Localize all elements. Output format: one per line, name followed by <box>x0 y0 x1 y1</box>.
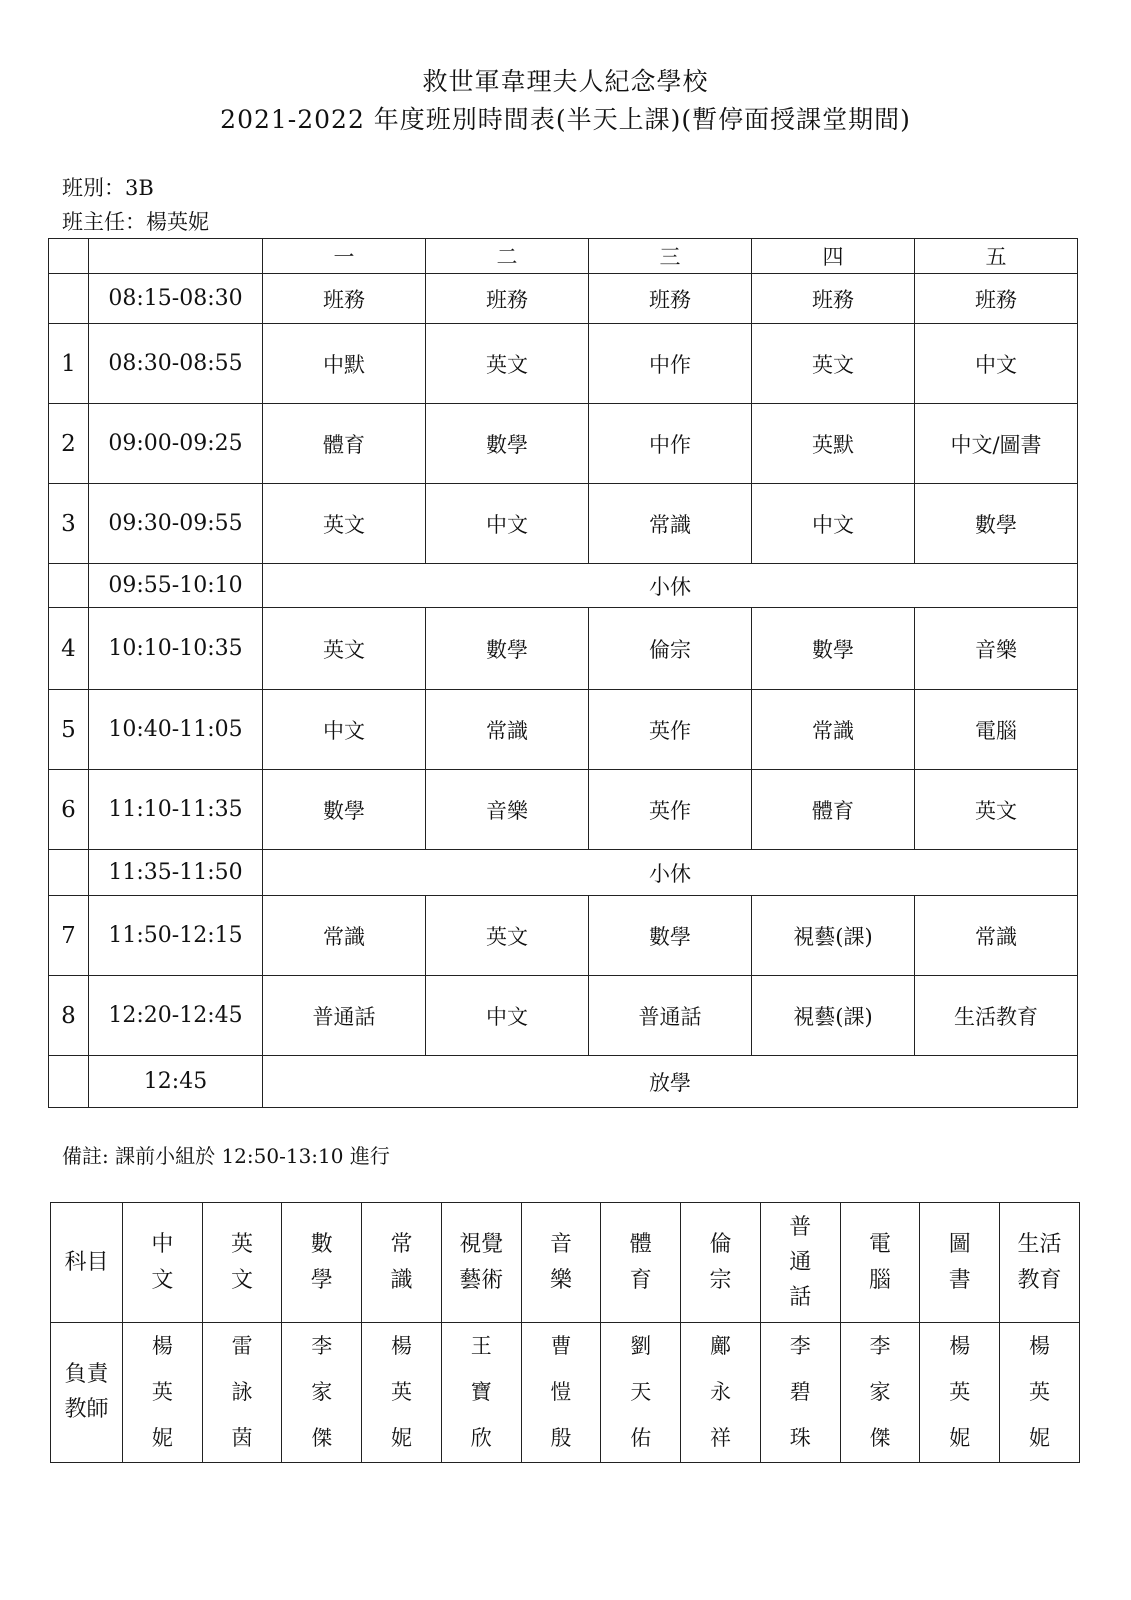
lesson-cell: 視藝(課) <box>752 976 915 1056</box>
teacher-cell: 雷詠茵 <box>202 1323 282 1463</box>
lesson-cell: 中默 <box>263 324 426 404</box>
teacher-cell: 李家傑 <box>282 1323 362 1463</box>
period-time: 11:35-11:50 <box>89 850 263 896</box>
lesson-cell: 班務 <box>752 274 915 324</box>
lesson-cell: 中文 <box>915 324 1078 404</box>
teacher-cell: 王寶欣 <box>441 1323 521 1463</box>
lesson-cell: 中文 <box>263 690 426 770</box>
period-time: 10:40-11:05 <box>89 690 263 770</box>
lesson-cell: 數學 <box>589 896 752 976</box>
timetable-header-row <box>49 239 1078 274</box>
subject-cell: 電腦 <box>840 1203 920 1323</box>
lesson-cell: 數學 <box>915 484 1078 564</box>
period-number <box>49 274 89 324</box>
break-label: 放學 <box>263 1056 1078 1108</box>
day-header: 三 <box>589 239 752 274</box>
class-timetable <box>48 238 1078 1108</box>
day-header: 四 <box>752 239 915 274</box>
lesson-cell: 中文/圖書 <box>915 404 1078 484</box>
period-number: 1 <box>49 324 89 404</box>
lesson-cell: 音樂 <box>426 770 589 850</box>
period-row <box>49 404 1078 484</box>
lesson-cell: 生活教育 <box>915 976 1078 1056</box>
teacher-cell: 楊英妮 <box>362 1323 442 1463</box>
period-row <box>49 324 1078 404</box>
lesson-cell: 倫宗 <box>589 608 752 690</box>
period-number: 4 <box>49 608 89 690</box>
period-number: 3 <box>49 484 89 564</box>
break-label: 小休 <box>263 850 1078 896</box>
lesson-cell: 英文 <box>426 324 589 404</box>
lesson-cell: 數學 <box>426 608 589 690</box>
period-row <box>49 770 1078 850</box>
teacher-cell: 李家傑 <box>840 1323 920 1463</box>
break-row <box>49 850 1078 896</box>
period-time: 08:30-08:55 <box>89 324 263 404</box>
subject-cell: 音樂 <box>521 1203 601 1323</box>
lesson-cell: 中作 <box>589 324 752 404</box>
lesson-cell: 普通話 <box>589 976 752 1056</box>
period-time: 09:00-09:25 <box>89 404 263 484</box>
period-row <box>49 976 1078 1056</box>
period-number: 2 <box>49 404 89 484</box>
subject-cell: 數學 <box>282 1203 362 1323</box>
subject-teacher-table <box>50 1202 1080 1463</box>
class-label: 班別：3B <box>62 176 154 200</box>
remark-note: 備註: 課前小組於 12:50-13:10 進行 <box>62 1144 390 1168</box>
lesson-cell: 常識 <box>915 896 1078 976</box>
lesson-cell: 音樂 <box>915 608 1078 690</box>
period-number: 7 <box>49 896 89 976</box>
period-time: 08:15-08:30 <box>89 274 263 324</box>
period-time: 11:10-11:35 <box>89 770 263 850</box>
teacher-cell: 劉天佑 <box>601 1323 681 1463</box>
lesson-cell: 中文 <box>752 484 915 564</box>
day-header: 五 <box>915 239 1078 274</box>
lesson-cell: 班務 <box>263 274 426 324</box>
subject-cell: 視覺藝術 <box>441 1203 521 1323</box>
lesson-cell: 常識 <box>263 896 426 976</box>
teacher-cell: 鄺永祥 <box>681 1323 761 1463</box>
lesson-cell: 中作 <box>589 404 752 484</box>
lesson-cell: 視藝(課) <box>752 896 915 976</box>
period-row <box>49 896 1078 976</box>
lesson-cell: 常識 <box>589 484 752 564</box>
period-time: 11:50-12:15 <box>89 896 263 976</box>
period-time: 12:45 <box>89 1056 263 1108</box>
period-row <box>49 690 1078 770</box>
timetable-subtitle: 2021-2022 年度班別時間表(半天上課)(暫停面授課堂期間) <box>220 105 911 134</box>
lesson-cell: 英作 <box>589 690 752 770</box>
lesson-cell: 數學 <box>426 404 589 484</box>
lesson-cell: 英文 <box>915 770 1078 850</box>
period-number <box>49 1056 89 1108</box>
teacher-header: 負責教師 <box>51 1323 123 1463</box>
break-row <box>49 1056 1078 1108</box>
subject-cell: 體育 <box>601 1203 681 1323</box>
lesson-cell: 英作 <box>589 770 752 850</box>
period-number: 5 <box>49 690 89 770</box>
subject-cell: 常識 <box>362 1203 442 1323</box>
lesson-cell: 常識 <box>426 690 589 770</box>
teacher-cell: 楊英妮 <box>920 1323 1000 1463</box>
lesson-cell: 中文 <box>426 976 589 1056</box>
period-number: 8 <box>49 976 89 1056</box>
period-time: 09:30-09:55 <box>89 484 263 564</box>
teacher-cell: 楊英妮 <box>1000 1323 1080 1463</box>
lesson-cell: 班務 <box>915 274 1078 324</box>
lesson-cell: 普通話 <box>263 976 426 1056</box>
subject-header: 科目 <box>51 1203 123 1323</box>
teacher-cell: 曹愷殷 <box>521 1323 601 1463</box>
period-time: 09:55-10:10 <box>89 564 263 608</box>
lesson-cell: 英默 <box>752 404 915 484</box>
period-number <box>49 564 89 608</box>
period-row <box>49 484 1078 564</box>
period-time: 12:20-12:45 <box>89 976 263 1056</box>
lesson-cell: 英文 <box>752 324 915 404</box>
time-header-cell <box>89 239 263 274</box>
lesson-cell: 英文 <box>263 608 426 690</box>
lesson-cell: 常識 <box>752 690 915 770</box>
subject-cell: 生活教育 <box>1000 1203 1080 1323</box>
break-row <box>49 564 1078 608</box>
period-row <box>49 274 1078 324</box>
subject-cell: 圖書 <box>920 1203 1000 1323</box>
period-number: 6 <box>49 770 89 850</box>
lesson-cell: 班務 <box>426 274 589 324</box>
teacher-cell: 楊英妮 <box>122 1323 202 1463</box>
teacher-row <box>51 1323 1080 1463</box>
lesson-cell: 英文 <box>263 484 426 564</box>
subject-row <box>51 1203 1080 1323</box>
subject-cell: 中文 <box>122 1203 202 1323</box>
lesson-cell: 體育 <box>752 770 915 850</box>
school-name: 救世軍韋理夫人紀念學校 <box>422 67 709 96</box>
lesson-cell: 電腦 <box>915 690 1078 770</box>
break-label: 小休 <box>263 564 1078 608</box>
lesson-cell: 中文 <box>426 484 589 564</box>
class-teacher-label: 班主任：楊英妮 <box>62 210 209 234</box>
subject-cell: 英文 <box>202 1203 282 1323</box>
lesson-cell: 英文 <box>426 896 589 976</box>
subject-cell: 倫宗 <box>681 1203 761 1323</box>
lesson-cell: 體育 <box>263 404 426 484</box>
period-row <box>49 608 1078 690</box>
period-number <box>49 850 89 896</box>
lesson-cell: 數學 <box>263 770 426 850</box>
day-header: 一 <box>263 239 426 274</box>
corner-cell <box>49 239 89 274</box>
teacher-cell: 李碧珠 <box>760 1323 840 1463</box>
period-time: 10:10-10:35 <box>89 608 263 690</box>
lesson-cell: 數學 <box>752 608 915 690</box>
day-header: 二 <box>426 239 589 274</box>
subject-cell: 普通話 <box>760 1203 840 1323</box>
lesson-cell: 班務 <box>589 274 752 324</box>
